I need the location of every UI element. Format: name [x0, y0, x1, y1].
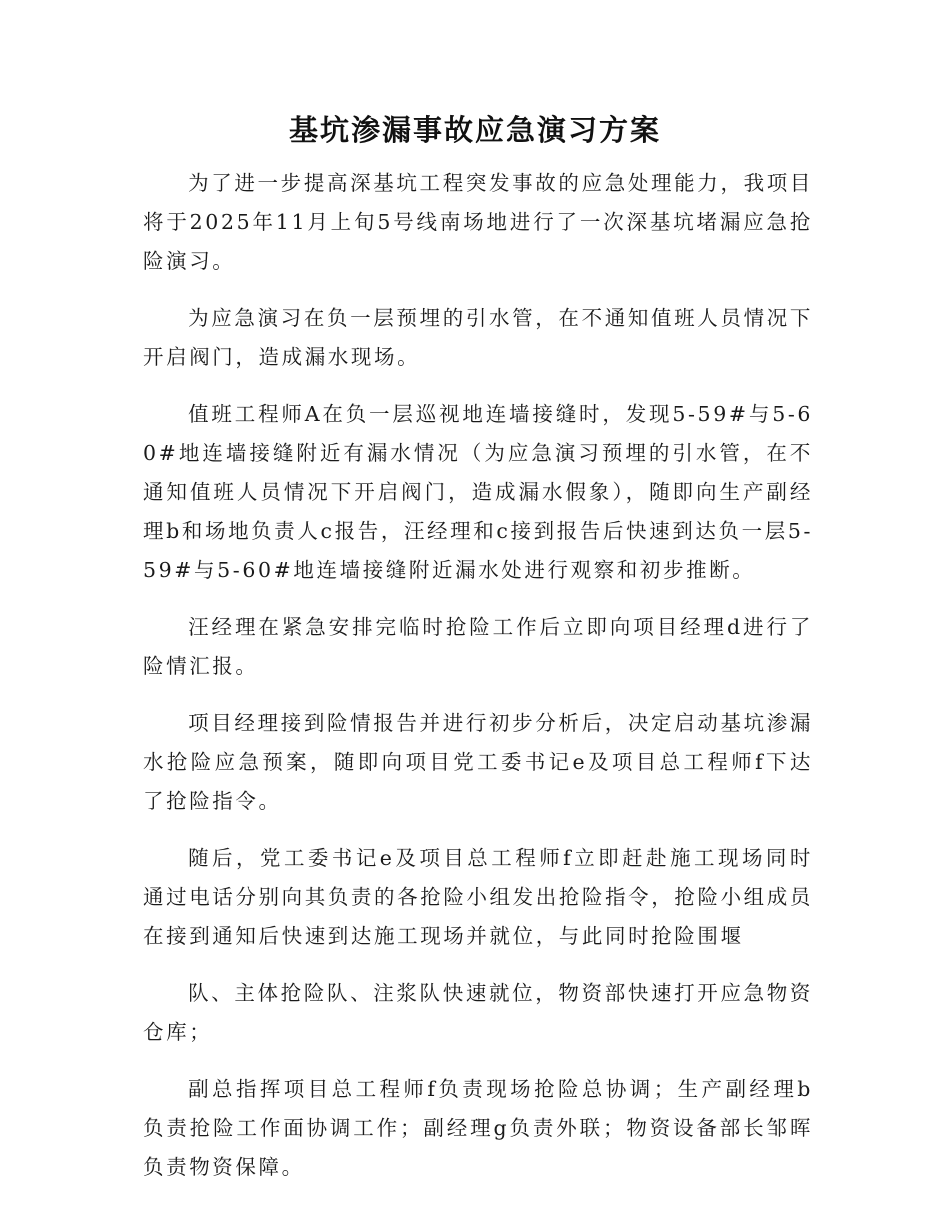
paragraph: 值班工程师A在负一层巡视地连墙接缝时，发现5-59#与5-60#地连墙接缝附近有漏水情况（为应急演习预埋的引水管，在不通知值班人员情况下开启阀门，造成漏水假象），随即向生产副经理b和场地负责人c报告，汪经理和c接到报告后快速到达负一层5-59#与5-60#地连墙接缝附近漏水处进行观察和初步推断。 [143, 402, 813, 582]
paragraph: 为应急演习在负一层预埋的引水管，在不通知值班人员情况下开启阀门，造成漏水现场。 [143, 306, 813, 369]
paragraph: 为了进一步提高深基坑工程突发事故的应急处理能力，我项目将于2025年11月上旬5号线南场地进行了一次深基坑堵漏应急抢险演习。 [143, 171, 813, 273]
paragraph: 随后，党工委书记e及项目总工程师f立即赶赴施工现场同时通过电话分别向其负责的各抢险小组发出抢险指令，抢险小组成员在接到通知后快速到达施工现场并就位，与此同时抢险围堰 [143, 846, 813, 948]
document-body [143, 164, 813, 1205]
paragraph: 汪经理在紧急安排完临时抢险工作后立即向项目经理d进行了险情汇报。 [143, 615, 813, 678]
document-title: 基坑渗漏事故应急演习方案 [288, 113, 661, 147]
paragraph: 队、主体抢险队、注浆队快速就位，物资部快速打开应急物资仓库； [143, 981, 813, 1044]
paragraph: 副总指挥项目总工程师f负责现场抢险总协调；生产副经理b负责抢险工作面协调工作；副经理g负责外联；物资设备部长邹晖负责物资保障。 [143, 1077, 813, 1179]
paragraph: 项目经理接到险情报告并进行初步分析后，决定启动基坑渗漏水抢险应急预案，随即向项目党工委书记e及项目总工程师f下达了抢险指令。 [143, 711, 813, 813]
